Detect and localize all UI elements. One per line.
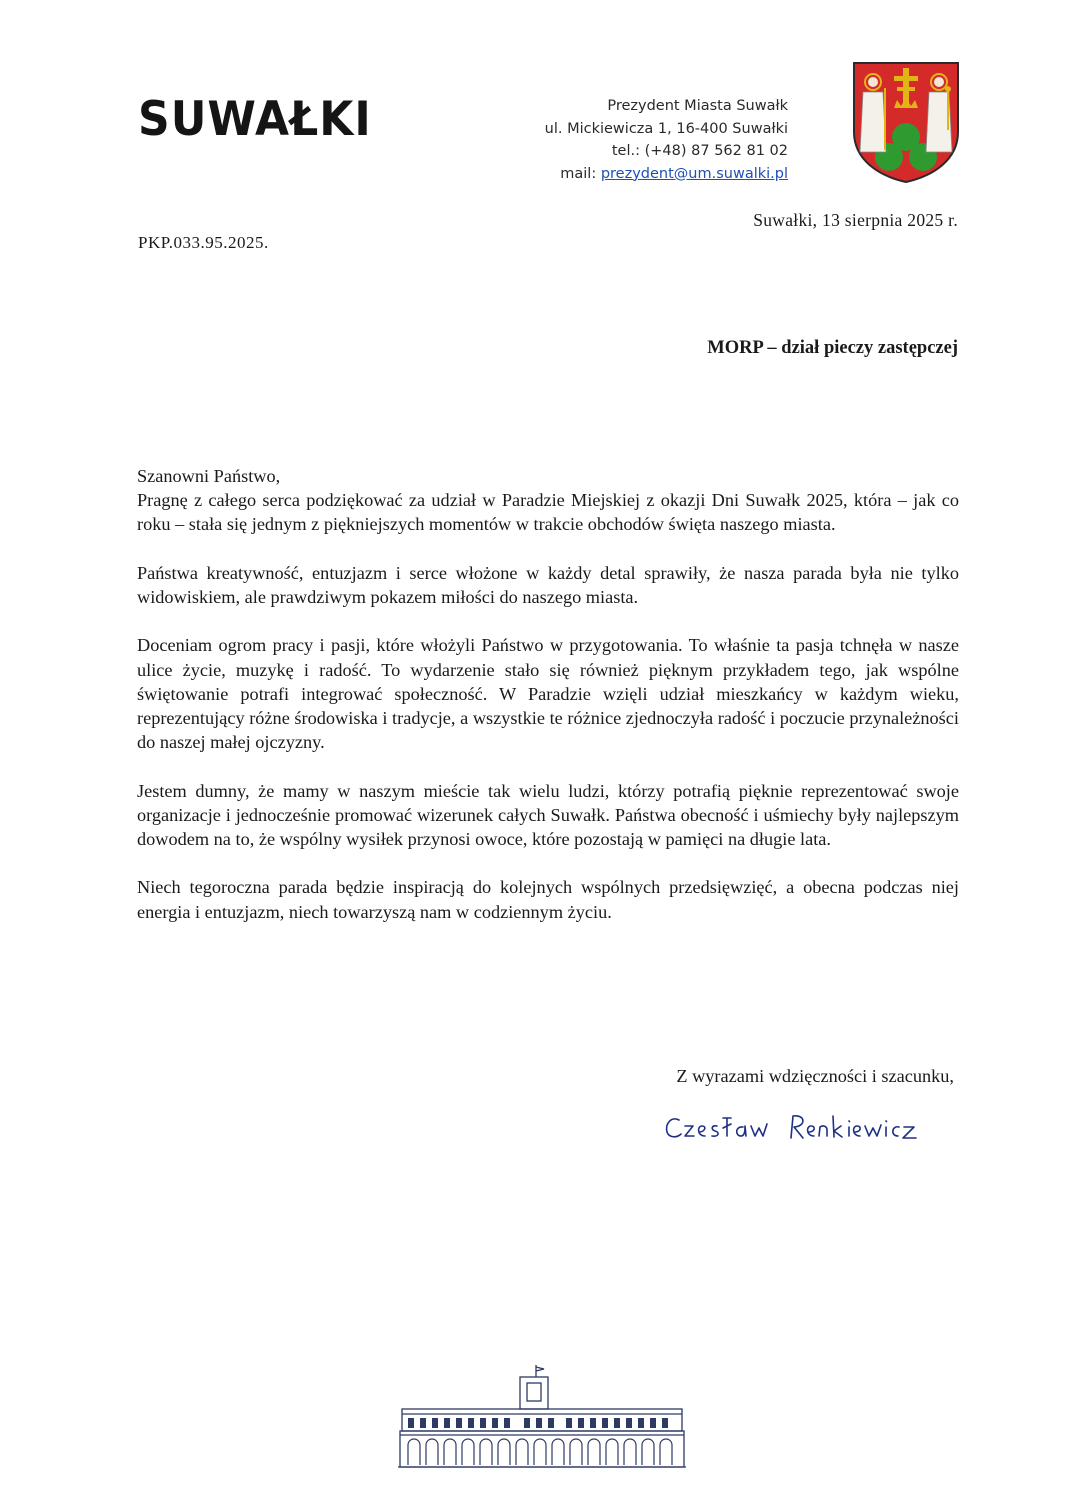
salutation: Szanowni Państwo, <box>137 466 281 486</box>
city-logo-text: SUWAŁKI <box>138 92 372 148</box>
sender-title: Prezydent Miasta Suwałk <box>607 98 788 114</box>
letter-date: Suwałki, 13 sierpnia 2025 r. <box>753 210 958 230</box>
paragraph: Jestem dumny, że mamy w naszym mieście tak wielu ludzi, którzy potrafią pięknie reprezentować swoje organizacje i jednocześnie promować wizerunek całych Suwałk. Państwa obecność i uśmiechy były najlepszym dowodem na to, że wspólny wysiłek przynosi owoce, które pozostają w pamięci na długie lata. <box>137 780 959 849</box>
sender-phone: tel.: (+48) 87 562 81 02 <box>611 143 788 159</box>
sender-mail-label: mail: <box>560 165 597 182</box>
recipient: MORP – dział pieczy zastępczej <box>707 338 958 358</box>
paragraph: Doceniam ogrom pracy i pasji, które włożyli Państwo w przygotowania. To właśnie ta pasja tchnęła w nasze ulice życie, muzykę i radość. To wydarzenie stało się również pięknym przykładem tego, jak wspólne świętowanie potrafi integrować społeczność. W Paradzie wzięli udział mieszkańcy w każdym wieku, reprezentujący różne środowiska i tradycje, a wszystkie te różnice zjednoczyła radość i poczucie przynależności do naszej małej ojczyzny. <box>137 635 959 753</box>
town-hall-illustration-icon <box>396 1365 688 1473</box>
sender-mail-link[interactable]: prezydent@um.suwalki.pl <box>600 165 788 182</box>
sender-mail-line <box>545 163 788 186</box>
paragraph: Państwa kreatywność, entuzjazm i serce włożone w każdy detal sprawiły, że nasza parada była nie tylko widowiskiem, ale prawdziwym pokazem miłości do naszego miasta. <box>137 562 959 607</box>
paragraph: Pragnę z całego serca podziękować za udział w Paradzie Miejskiej z okazji Dni Suwałk 2025, która – jak co roku – stała się jednym z piękniejszych momentów w trakcie obchodów święta naszego miasta. <box>137 490 959 535</box>
sender-block <box>545 95 788 185</box>
letter-body <box>137 464 959 948</box>
closing-line: Z wyrazami wdzięczności i szacunku, <box>676 1066 954 1086</box>
paragraph: Niech tegoroczna parada będzie inspiracją do kolejnych wspólnych przedsięwzięć, a obecna podczas niej energia i entuzjazm, niech towarzyszą nam w codziennym życiu. <box>137 877 959 922</box>
signature-icon <box>663 1108 923 1148</box>
sender-address: ul. Mickiewicza 1, 16-400 Suwałki <box>544 120 788 137</box>
reference-number: PKP.033.95.2025. <box>138 233 269 252</box>
coat-of-arms-icon <box>851 60 961 185</box>
